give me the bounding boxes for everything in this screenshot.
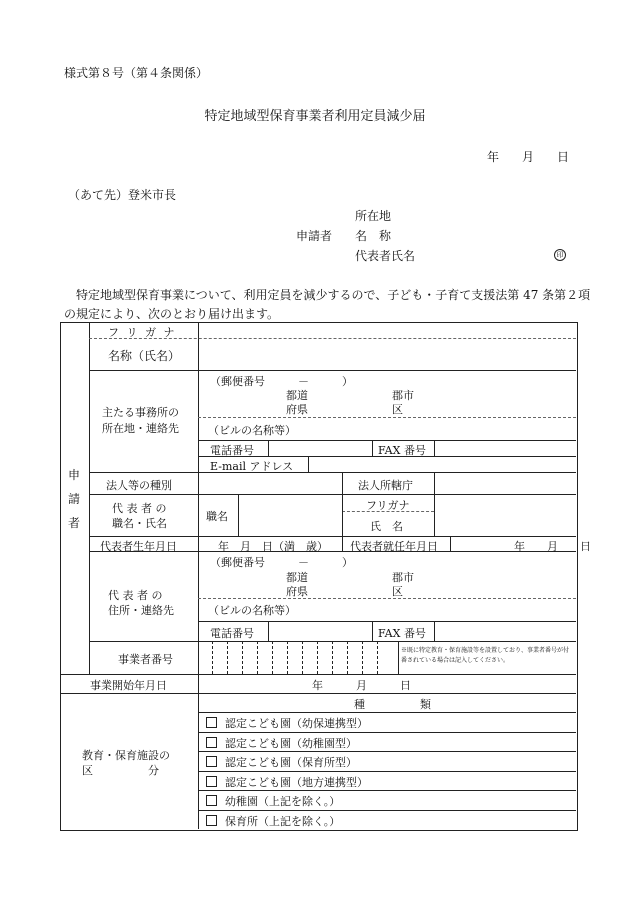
grid-line [302,641,303,674]
grid-line [308,456,309,472]
rep-gunshi-label: 郡市 [392,571,414,584]
email-label: E-mail アドレス [210,460,294,473]
grid-line [198,712,576,713]
grid-line [342,536,343,551]
kind-option-6[interactable] [206,813,340,829]
grid-line [89,322,90,674]
todo-label: 都道 [286,389,308,402]
grid-line [377,641,378,674]
intro-line-2: の規定により、次のとおり届け出ます。 [64,307,280,321]
kind-option-4[interactable] [206,774,368,790]
grid-line [268,621,269,641]
kind-option-3[interactable] [206,754,357,770]
grid-line [89,494,576,495]
grid-line [89,370,576,371]
bizno-note: ※既に特定教育・保育施設等を設置しており、事業者番号が付番されている場合は記入してください。 [401,647,570,664]
kind-option-2[interactable] [206,735,357,751]
grid-line [450,536,451,551]
kind-option-label: 認定こども園（保育所型） [225,756,357,769]
checkbox-icon[interactable] [206,776,217,787]
rep-shimei-label: 氏 名 [370,520,403,533]
rep-birth-label: 代表者生年月日 [100,540,177,553]
kind-option-5[interactable] [206,793,340,809]
intro-line-1: 特定地域型保育事業について、利用定員を減少するので、子ども・子育て支援法第 47 条第２項 [76,288,591,302]
grid-line [362,641,363,674]
addressee: （あて先）登米市長 [68,188,177,202]
rep-tel-label: 電話番号 [210,627,254,640]
rep-start-label: 代表者就任年月日 [350,540,438,553]
grid-line [347,641,348,674]
rep-fuken-label: 府県 [286,585,308,598]
grid-line [198,771,576,772]
kind-option-1[interactable] [206,715,368,731]
grid-line [372,440,373,456]
kind-option-label: 保育所（上記を除く。） [225,815,341,828]
checkbox-icon[interactable] [206,737,217,748]
job-label: 職名 [206,510,228,523]
grid-line [60,693,576,694]
kind-option-label: 幼稚園（上記を除く。） [225,795,341,808]
page-title: 特定地域型保育事業者利用定員減少届 [204,109,426,124]
side-label-2: 請 [68,492,81,506]
grid-line [238,494,239,536]
grid-line [272,641,273,674]
rep-building-field[interactable]: （ビルの名称等） [208,604,296,617]
grid-line [434,621,435,641]
fax-label: FAX 番号 [378,444,426,457]
checkbox-icon[interactable] [206,717,217,728]
side-label-1: 申 [68,468,81,482]
grid-line [198,598,576,599]
grid-line [434,472,435,494]
grid-line [317,641,318,674]
grid-line [60,674,576,675]
office-addr-label-2: 所在地・連絡先 [102,422,179,435]
grid-line [198,417,576,418]
date-day: 日 [557,150,570,164]
side-label-3: 者 [68,516,81,530]
gunshi-label: 郡市 [392,389,414,402]
bizno-label: 事業者番号 [118,653,173,666]
applicant-name-label: 名 称 [355,229,392,243]
rep-start-value[interactable]: 年 月 日 [514,540,591,553]
grid-line [242,641,243,674]
rep-title-label-2: 職名・氏名 [112,517,167,530]
grid-line [198,440,576,441]
ku-label: 区 [392,403,403,416]
grid-line [198,810,576,811]
rep-title-label-1: 代 表 者 の [112,502,167,515]
facility-label-2: 区 分 [82,764,159,777]
grid-line [198,732,576,733]
kind-option-label: 認定こども園（幼保連携型） [225,717,368,730]
grid-line [212,641,213,674]
start-date-value[interactable]: 年 月 日 [312,679,411,692]
grid-line [257,641,258,674]
grid-line [434,440,435,456]
rep-birth-value[interactable]: 年 月 日（満 歳） [218,540,328,553]
kind-option-label: 認定こども園（幼稚園型） [225,737,357,750]
kind-header: 種 類 [354,698,431,711]
rep-todo-label: 都道 [286,571,308,584]
grid-line [198,751,576,752]
grid-line [268,440,269,456]
applicant-rep-label: 代表者氏名 [355,249,416,263]
tel-label: 電話番号 [210,444,254,457]
grid-line [342,472,343,494]
furigana-label: フ リ ガ ナ [108,326,177,339]
grid-line [398,641,399,674]
seal-mark-icon: 印 [554,249,566,261]
grid-line [342,494,343,536]
grid-line [372,621,373,641]
grid-line [198,322,199,829]
applicant-address-label: 所在地 [355,209,392,223]
rep-ku-label: 区 [392,585,403,598]
grid-line [89,536,576,537]
fuken-label: 府県 [286,403,308,416]
grid-line [332,641,333,674]
grid-line [287,641,288,674]
facility-label-1: 教育・保育施設の [82,749,170,762]
rep-addr-label-2: 住所・連絡先 [108,604,174,617]
grid-line [198,621,576,622]
postal-code-field[interactable]: （郵便番号 － ） [210,375,353,388]
grid-line [434,494,435,536]
kind-option-label: 認定こども園（地方連携型） [225,776,368,789]
checkbox-icon[interactable] [206,795,217,806]
name-label: 名称（氏名） [108,349,181,363]
applicant-label: 申請者 [296,229,333,243]
grid-line [227,641,228,674]
grid-line [198,790,576,791]
date-year: 年 [487,150,500,164]
date-month: 月 [522,150,535,164]
rep-addr-label-1: 代 表 者 の [108,589,163,602]
start-date-label: 事業開始年月日 [90,679,167,692]
form-number: 様式第８号（第４条関係） [64,66,209,80]
rep-postal-code-field[interactable]: （郵便番号 － ） [210,556,353,569]
checkbox-icon[interactable] [206,756,217,767]
grid-line [89,472,576,473]
rep-fax-label: FAX 番号 [378,627,426,640]
office-addr-label-1: 主たる事務所の [102,406,179,419]
corp-office-label: 法人所轄庁 [358,479,413,492]
building-field[interactable]: （ビルの名称等） [208,424,296,437]
rep-furigana-label: フリガナ [366,499,410,512]
checkbox-icon[interactable] [206,815,217,826]
corp-type-label: 法人等の種別 [106,479,172,492]
